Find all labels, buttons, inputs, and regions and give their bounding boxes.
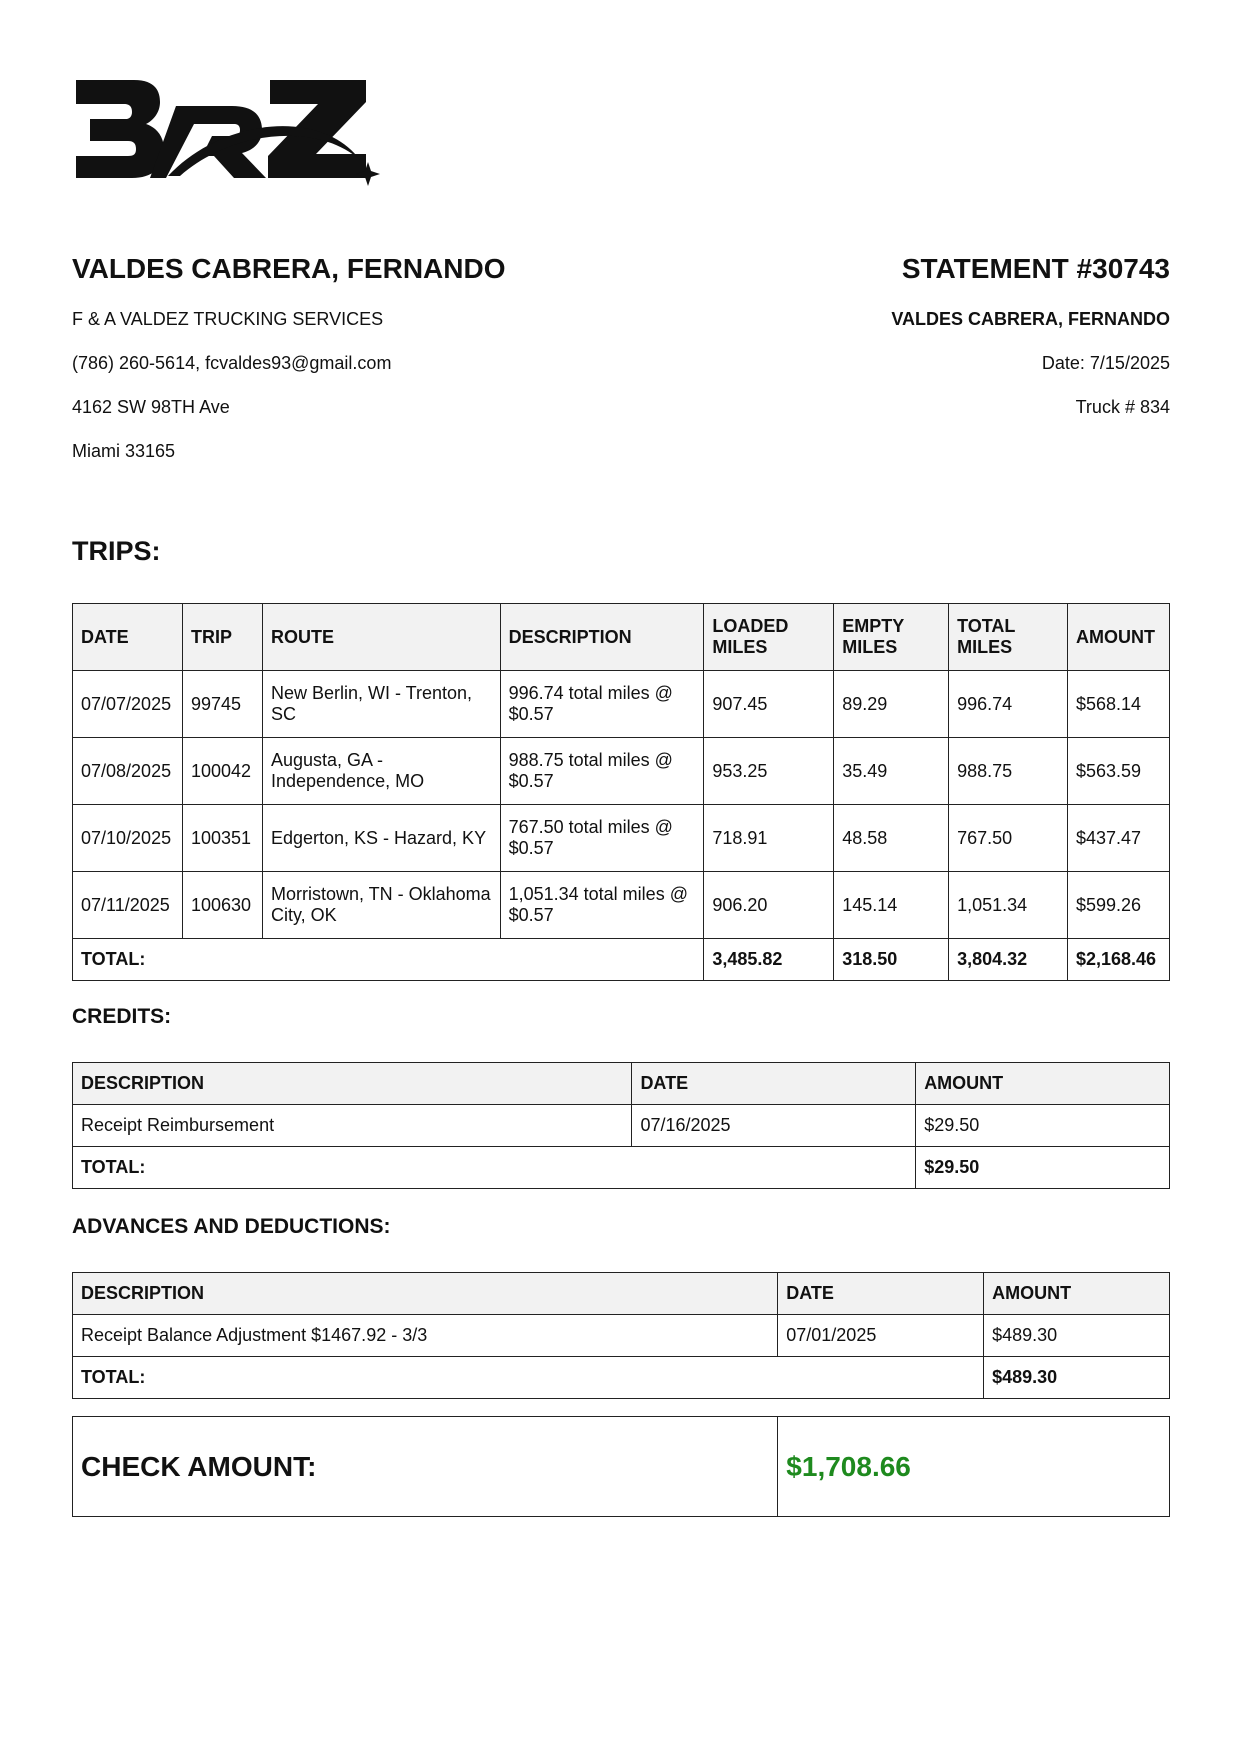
- trip-amount: $563.59: [1067, 738, 1169, 805]
- total-empty-miles: 318.50: [834, 939, 949, 981]
- company-logo-icon: [72, 78, 382, 190]
- trip-amount: $568.14: [1067, 671, 1169, 738]
- statement-name: VALDES CABRERA, FERNANDO: [891, 309, 1170, 329]
- loaded-miles: 953.25: [704, 738, 834, 805]
- column-header: TRIP: [182, 604, 262, 671]
- column-header: DATE: [778, 1273, 984, 1315]
- loaded-miles: 718.91: [704, 805, 834, 872]
- trips-heading: TRIPS:: [72, 536, 161, 566]
- trip-date: 07/07/2025: [73, 671, 183, 738]
- trip-number: 100630: [182, 872, 262, 939]
- column-header: AMOUNT: [1067, 604, 1169, 671]
- total-miles: 767.50: [949, 805, 1068, 872]
- advance-date: 07/01/2025: [778, 1315, 984, 1357]
- statement-title: STATEMENT #30743: [901, 253, 1170, 284]
- advance-amount: $489.30: [984, 1315, 1170, 1357]
- check-amount-label: CHECK AMOUNT:: [73, 1417, 778, 1517]
- driver-info: [72, 252, 506, 462]
- loaded-miles: 907.45: [704, 671, 834, 738]
- trip-number: 100351: [182, 805, 262, 872]
- total-label: TOTAL:: [73, 1147, 916, 1189]
- check-amount-table: [72, 1416, 1170, 1517]
- trip-amount: $437.47: [1067, 805, 1169, 872]
- advance-description: Receipt Balance Adjustment $1467.92 - 3/3: [73, 1315, 778, 1357]
- advances-header-row: [73, 1273, 1170, 1315]
- driver-name: VALDES CABRERA, FERNANDO: [72, 253, 506, 284]
- column-header: EMPTY MILES: [834, 604, 949, 671]
- trip-route: Edgerton, KS - Hazard, KY: [262, 805, 500, 872]
- column-header: AMOUNT: [916, 1063, 1170, 1105]
- table-row: [73, 671, 1170, 738]
- trip-description: 1,051.34 total miles @ $0.57: [500, 872, 704, 939]
- credits-total-amount: $29.50: [916, 1147, 1170, 1189]
- credit-description: Receipt Reimbursement: [73, 1105, 632, 1147]
- advances-total-row: [73, 1357, 1170, 1399]
- total-amount: $2,168.46: [1067, 939, 1169, 981]
- column-header: TOTAL MILES: [949, 604, 1068, 671]
- trip-number: 100042: [182, 738, 262, 805]
- trip-route: Morristown, TN - Oklahoma City, OK: [262, 872, 500, 939]
- trips-total-row: [73, 939, 1170, 981]
- trip-date: 07/10/2025: [73, 805, 183, 872]
- column-header: DESCRIPTION: [500, 604, 704, 671]
- trips-header-row: [73, 604, 1170, 671]
- total-total-miles: 3,804.32: [949, 939, 1068, 981]
- total-loaded-miles: 3,485.82: [704, 939, 834, 981]
- trip-route: New Berlin, WI - Trenton, SC: [262, 671, 500, 738]
- empty-miles: 48.58: [834, 805, 949, 872]
- empty-miles: 35.49: [834, 738, 949, 805]
- total-miles: 988.75: [949, 738, 1068, 805]
- total-label: TOTAL:: [73, 1357, 984, 1399]
- advances-heading: ADVANCES AND DEDUCTIONS:: [72, 1215, 391, 1238]
- column-header: DATE: [632, 1063, 916, 1105]
- column-header: ROUTE: [262, 604, 500, 671]
- check-amount-row: [73, 1417, 1170, 1517]
- trip-description: 996.74 total miles @ $0.57: [500, 671, 704, 738]
- company-name: F & A VALDEZ TRUCKING SERVICES: [72, 309, 384, 329]
- column-header: AMOUNT: [984, 1273, 1170, 1315]
- trip-date: 07/08/2025: [73, 738, 183, 805]
- total-miles: 996.74: [949, 671, 1068, 738]
- table-row: [73, 805, 1170, 872]
- statement-info: [891, 252, 1170, 418]
- column-header: DESCRIPTION: [73, 1063, 632, 1105]
- check-amount-value: $1,708.66: [778, 1417, 1170, 1517]
- credit-date: 07/16/2025: [632, 1105, 916, 1147]
- contact-info: (786) 260-5614, fcvaldes93@gmail.com: [72, 353, 392, 373]
- address-line2: Miami 33165: [72, 441, 176, 461]
- trip-date: 07/11/2025: [73, 872, 183, 939]
- trips-table: [72, 603, 1170, 981]
- advances-total-amount: $489.30: [984, 1357, 1170, 1399]
- table-row: [73, 738, 1170, 805]
- loaded-miles: 906.20: [704, 872, 834, 939]
- total-label: TOTAL:: [73, 939, 704, 981]
- trip-route: Augusta, GA - Independence, MO: [262, 738, 500, 805]
- trip-amount: $599.26: [1067, 872, 1169, 939]
- trip-number: 99745: [182, 671, 262, 738]
- empty-miles: 145.14: [834, 872, 949, 939]
- column-header: DATE: [73, 604, 183, 671]
- empty-miles: 89.29: [834, 671, 949, 738]
- credit-amount: $29.50: [916, 1105, 1170, 1147]
- credits-total-row: [73, 1147, 1170, 1189]
- trip-description: 988.75 total miles @ $0.57: [500, 738, 704, 805]
- truck-number: Truck # 834: [1075, 397, 1170, 417]
- credits-heading: CREDITS:: [72, 1005, 172, 1028]
- address-line1: 4162 SW 98TH Ave: [72, 397, 230, 417]
- credits-table: [72, 1062, 1170, 1189]
- total-miles: 1,051.34: [949, 872, 1068, 939]
- trip-description: 767.50 total miles @ $0.57: [500, 805, 704, 872]
- table-row: [73, 1105, 1170, 1147]
- table-row: [73, 872, 1170, 939]
- column-header: DESCRIPTION: [73, 1273, 778, 1315]
- advances-table: [72, 1272, 1170, 1399]
- table-row: [73, 1315, 1170, 1357]
- statement-date: Date: 7/15/2025: [1041, 353, 1170, 373]
- credits-header-row: [73, 1063, 1170, 1105]
- column-header: LOADED MILES: [704, 604, 834, 671]
